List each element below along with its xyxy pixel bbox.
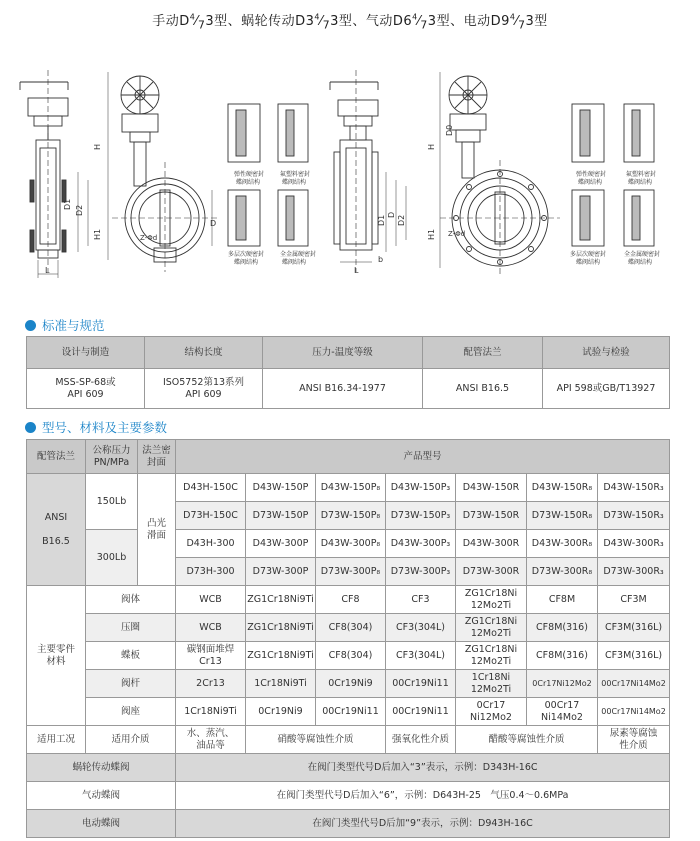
bullet-icon xyxy=(25,422,36,433)
table-cell: 300Lb xyxy=(86,530,138,586)
table-cell: CF8(304) xyxy=(316,614,386,642)
right-side-view xyxy=(330,70,406,275)
table-cell: MSS-SP-68或 API 609 xyxy=(27,369,145,409)
table-cell: 在阀门类型代号D后加入“3”表示，示例：D343H-16C xyxy=(176,754,670,782)
table-cell: CF8(304) xyxy=(316,642,386,670)
table-cell: D43H-150C xyxy=(176,474,246,502)
table-cell: 碳钢面堆焊 Cr13 xyxy=(176,642,246,670)
table-cell: 硝酸等腐蚀性介质 xyxy=(246,726,386,754)
table-row xyxy=(27,698,670,726)
table-cell: ZG1Cr18Ni 12Mo2Ti xyxy=(456,614,527,642)
table-cell: D43W-150R xyxy=(456,474,527,502)
table-cell: 电动蝶阀 xyxy=(27,810,176,838)
table-cell: CF3M xyxy=(598,586,670,614)
table-cell: WCB xyxy=(176,614,246,642)
table-cell: 0Cr17 Ni12Mo2 xyxy=(456,698,527,726)
header-cell: 配管法兰 xyxy=(423,337,543,369)
svg-text:D0: D0 xyxy=(445,124,454,136)
table-cell: ANSI B16.5 xyxy=(423,369,543,409)
table-cell: 0Cr19Ni9 xyxy=(246,698,316,726)
svg-text:b: b xyxy=(378,255,384,264)
table-cell: D43W-300R₃ xyxy=(598,530,670,558)
svg-text:弹性硬密封: 弹性硬密封 xyxy=(234,171,265,178)
table-row xyxy=(27,642,670,670)
svg-text:H: H xyxy=(427,143,436,150)
table-cell: D43H-300 xyxy=(176,530,246,558)
table-cell: D73W-300P xyxy=(246,558,316,586)
svg-text:Z-Φd: Z-Φd xyxy=(140,234,158,242)
table-cell: 00Cr19Ni11 xyxy=(386,698,456,726)
table-cell: 水、蒸汽、 油品等 xyxy=(176,726,246,754)
table-cell: D73H-300 xyxy=(176,558,246,586)
table-cell: ANSI B16.5 xyxy=(27,474,86,586)
table-row xyxy=(27,726,670,754)
table-cell: D73W-300R xyxy=(456,558,527,586)
valve-drawings xyxy=(0,40,700,290)
table-cell: D43W-300P₃ xyxy=(386,530,456,558)
table-cell: 00Cr17Ni14Mo2 xyxy=(598,670,670,698)
table-row xyxy=(27,369,670,409)
table-cell: 适用介质 xyxy=(86,726,176,754)
table-cell: D73W-150P₈ xyxy=(316,502,386,530)
svg-text:H1: H1 xyxy=(427,228,436,240)
table-cell: 阀体 xyxy=(86,586,176,614)
table-cell: D43W-150P xyxy=(246,474,316,502)
svg-text:L: L xyxy=(45,266,50,275)
table-row xyxy=(27,586,670,614)
table-cell: 适用工况 xyxy=(27,726,86,754)
table-cell: 0Cr17Ni12Mo2 xyxy=(527,670,598,698)
table-cell: CF3M(316L) xyxy=(598,642,670,670)
svg-text:蝶阀结构: 蝶阀结构 xyxy=(578,179,603,186)
table-cell: 尿素等腐蚀 性介质 xyxy=(598,726,670,754)
svg-text:多层次硬密封: 多层次硬密封 xyxy=(228,251,265,258)
table-header-row xyxy=(27,337,670,369)
table-cell: D43W-300R₈ xyxy=(527,530,598,558)
table-cell: ZG1Cr18Ni 12Mo2Ti xyxy=(456,586,527,614)
table-cell: D43W-150R₃ xyxy=(598,474,670,502)
table-cell: 150Lb xyxy=(86,474,138,530)
table-cell: 00Cr17 Ni14Mo2 xyxy=(527,698,598,726)
table-cell: 蝶板 xyxy=(86,642,176,670)
table-cell: 压圈 xyxy=(86,614,176,642)
table-cell: 凸光 滑面 xyxy=(138,474,176,586)
svg-text:D1: D1 xyxy=(63,198,72,210)
page-title: 手动$D^4⁄_73$型、蜗轮传动$D3^4⁄_73$型、气动$D6^4⁄_73$型、电动$D9^4⁄_73$型 xyxy=(152,12,548,32)
table-cell: 00Cr17Ni14Mo2 xyxy=(598,698,670,726)
header-cell: 法兰密 封面 xyxy=(138,440,176,474)
header-cell: 试验与检验 xyxy=(543,337,670,369)
svg-text:氟塑料密封: 氟塑料密封 xyxy=(626,171,657,178)
materials-table xyxy=(26,439,670,838)
table-cell: ZG1Cr18Ni9Ti xyxy=(246,586,316,614)
standards-table xyxy=(26,336,670,409)
table-cell: D73W-150R₈ xyxy=(527,502,598,530)
table-row xyxy=(27,614,670,642)
table-cell: ISO5752第13系列 API 609 xyxy=(145,369,263,409)
header-cell: 公称压力 PN/MPa xyxy=(86,440,138,474)
table-cell: D43W-300P xyxy=(246,530,316,558)
table-cell: D73W-150P₃ xyxy=(386,502,456,530)
table-cell: 0Cr19Ni9 xyxy=(316,670,386,698)
table-cell: CF8M(316) xyxy=(527,614,598,642)
table-cell: ZG1Cr18Ni9Ti xyxy=(246,642,316,670)
table-cell: D73H-150C xyxy=(176,502,246,530)
table-row xyxy=(27,810,670,838)
table-row xyxy=(27,474,670,502)
table-cell: 1Cr18Ni9Ti xyxy=(246,670,316,698)
table-cell: D73W-300P₃ xyxy=(386,558,456,586)
svg-text:D2: D2 xyxy=(75,204,84,216)
table-row xyxy=(27,782,670,810)
table-cell: API 598或GB/T13927 xyxy=(543,369,670,409)
header-cell: 配管法兰 xyxy=(27,440,86,474)
table-cell: D73W-300R₈ xyxy=(527,558,598,586)
table-cell: 1Cr18Ni 12Mo2Ti xyxy=(456,670,527,698)
svg-text:全金属硬密封: 全金属硬密封 xyxy=(280,251,317,258)
table-cell: 蜗轮传动蝶阀 xyxy=(27,754,176,782)
table-cell: D43W-300P₈ xyxy=(316,530,386,558)
table-row xyxy=(27,670,670,698)
table-cell: CF8 xyxy=(316,586,386,614)
table-cell: WCB xyxy=(176,586,246,614)
table-cell: D43W-150P₈ xyxy=(316,474,386,502)
svg-text:弹性硬密封: 弹性硬密封 xyxy=(576,171,607,178)
table-cell: ZG1Cr18Ni9Ti xyxy=(246,614,316,642)
table-cell: CF3M(316L) xyxy=(598,614,670,642)
svg-text:氟塑料密封: 氟塑料密封 xyxy=(280,171,311,178)
table-cell: ANSI B16.34-1977 xyxy=(263,369,423,409)
svg-text:D: D xyxy=(387,211,396,218)
table-cell: D43W-150P₃ xyxy=(386,474,456,502)
table-cell: D73W-300P₈ xyxy=(316,558,386,586)
header-cell: 设计与制造 xyxy=(27,337,145,369)
table-cell: D73W-150P xyxy=(246,502,316,530)
table-cell: 1Cr18Ni9Ti xyxy=(176,698,246,726)
table-cell: 在阀门类型代号D后加入“6”，示例：D643H-25 气压0.4～0.6MPa xyxy=(176,782,670,810)
right-detail-views xyxy=(570,104,660,266)
table-cell: 阀杆 xyxy=(86,670,176,698)
svg-text:蝶阀结构: 蝶阀结构 xyxy=(234,259,259,266)
table-cell: D73W-300R₃ xyxy=(598,558,670,586)
svg-text:Z-Φd: Z-Φd xyxy=(448,230,466,238)
left-side-view xyxy=(20,70,88,278)
table-cell: 在阀门类型代号D后加“9”表示，示例：D943H-16C xyxy=(176,810,670,838)
svg-text:D: D xyxy=(210,219,217,228)
left-detail-views xyxy=(228,104,316,266)
table-cell: 阀座 xyxy=(86,698,176,726)
right-front-view xyxy=(427,72,560,276)
table-header-row xyxy=(27,440,670,474)
header-cell: 产品型号 xyxy=(176,440,670,474)
table-cell: CF3(304L) xyxy=(386,642,456,670)
svg-text:蝶阀结构: 蝶阀结构 xyxy=(282,179,307,186)
table-cell: ZG1Cr18Ni 12Mo2Ti xyxy=(456,642,527,670)
header-cell: 结构长度 xyxy=(145,337,263,369)
table-row xyxy=(27,530,670,558)
svg-text:H1: H1 xyxy=(93,228,102,240)
svg-text:蝶阀结构: 蝶阀结构 xyxy=(628,179,653,186)
table-cell: 气动蝶阀 xyxy=(27,782,176,810)
svg-text:L: L xyxy=(354,266,359,275)
header-cell: 压力-温度等级 xyxy=(263,337,423,369)
table-cell: CF3(304L) xyxy=(386,614,456,642)
bullet-icon xyxy=(25,320,36,331)
left-front-view xyxy=(93,72,218,272)
table-cell: D43W-300R xyxy=(456,530,527,558)
svg-text:蝶阀结构: 蝶阀结构 xyxy=(576,259,601,266)
table-cell: 强氧化性介质 xyxy=(386,726,456,754)
svg-text:D2: D2 xyxy=(397,214,406,226)
svg-text:全金属硬密封: 全金属硬密封 xyxy=(624,251,661,258)
table-cell: 2Cr13 xyxy=(176,670,246,698)
svg-text:蝶阀结构: 蝶阀结构 xyxy=(236,179,261,186)
table-row xyxy=(27,754,670,782)
svg-text:D1: D1 xyxy=(377,214,386,226)
table-cell: 主要零件 材料 xyxy=(27,586,86,726)
standards-heading: 标准与规范 xyxy=(25,316,105,334)
table-cell: CF8M(316) xyxy=(527,642,598,670)
table-cell: 00Cr19Ni11 xyxy=(316,698,386,726)
table-cell: CF3 xyxy=(386,586,456,614)
table-cell: 醋酸等腐蚀性介质 xyxy=(456,726,598,754)
table-cell: 00Cr19Ni11 xyxy=(386,670,456,698)
svg-text:H: H xyxy=(93,143,102,150)
svg-text:多层次硬密封: 多层次硬密封 xyxy=(570,251,607,258)
svg-text:蝶阀结构: 蝶阀结构 xyxy=(628,259,653,266)
materials-heading: 型号、材料及主要参数 xyxy=(25,418,167,436)
table-cell: D73W-150R xyxy=(456,502,527,530)
table-cell: D73W-150R₃ xyxy=(598,502,670,530)
table-cell: CF8M xyxy=(527,586,598,614)
svg-text:蝶阀结构: 蝶阀结构 xyxy=(282,259,307,266)
table-cell: D43W-150R₈ xyxy=(527,474,598,502)
